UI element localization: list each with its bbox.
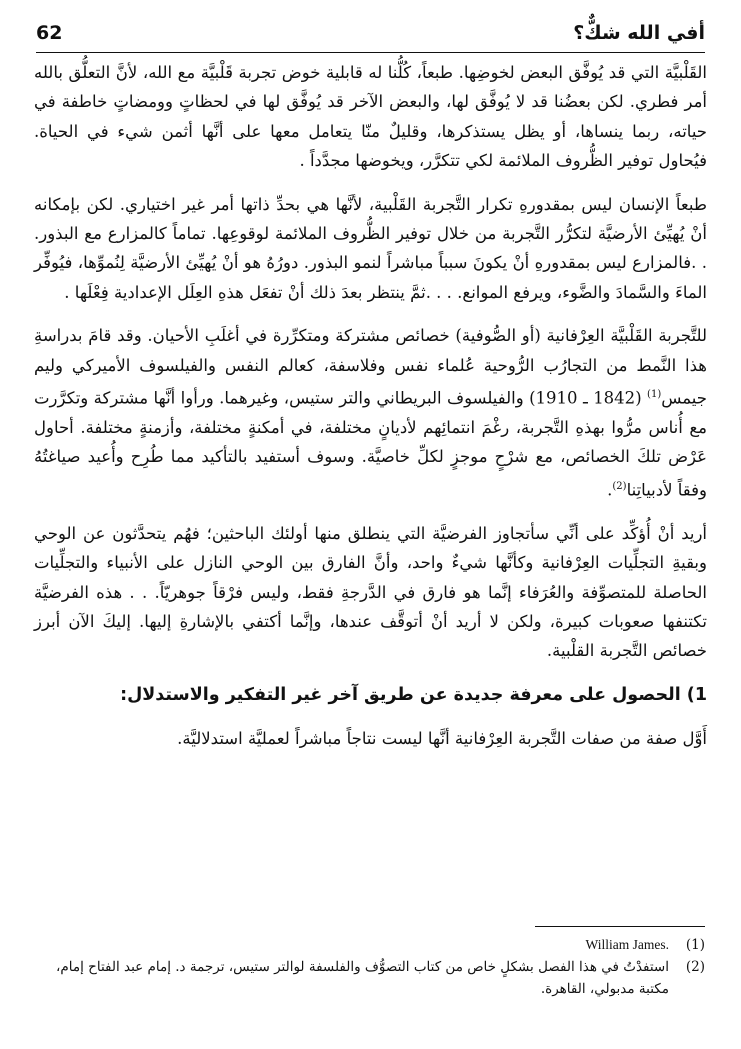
paragraph-3-part-a: للتَّجربة القَلْبيَّة العِرْفانية (أو الصُّوفية) خصائص مشتركة ومتكرِّرة في أغلَبِ الأحيان. وقد قامَ بدراسةِ هذا النَّمط من التجارُب الرُّوحية عُلماء نفس وفلاسفة، كعالم النفس والفيلسوف الأميركي وليم جيمس xyxy=(34,326,707,408)
paragraph-3-part-b: (1842 ـ 1910) والفيلسوف البريطاني والتر ستيس، وغيرهما. ورأوا أنَّها مشتركة وتكرَّرت مع أُناس مرُّوا بهذهِ التَّجربة، رغْمَ انتمائِهم لأديانٍ مختلفة، في أمكنةٍ مختلفة، وأزمنةٍ مختلفة. أحاول عَرْض تلكَ الخصائص، مع شرْحٍ موجزٍ لكلِّ خاصيَّة. وسوف أستفيد بالتأكيد مما طُرِح وأُعيد صياغتُهُ وفقاً لأدبياتِنا xyxy=(34,388,707,500)
closing-paragraph: أَوَّل صفة من صفات التَّجربة العِرْفانية أنَّها ليست نتاجاً مباشراً لعمليَّة استدلاليَّة. xyxy=(177,728,707,748)
footnote-1-text: William James. xyxy=(585,937,669,952)
page-number: 62 xyxy=(36,22,63,44)
paragraph-2: طبعاً الإنسان ليس بمقدورهِ تكرار التَّجربة القَلْبية، لأنَّها هي بحدِّ ذاتها أمر غير اختياري. لكن بإمكانه أنْ يُهيِّئ الأرضيَّة لتكرُّر التَّجربة من خلال توفير الظُّروف الملائمة لوقوعِها. تماماً كالمزارع مع البذور. . .فالمزارع ليس بمقدورهِ أنْ يكونَ سبباً مباشراً لنمو البذور. دورُهُ هو أنْ يُهيِّئ الأرضيَّة لِنُموِّها، فيُوفِّر الماءَ والسَّمادَ والضَّوء، ويرفع الموانع. . . .ثمَّ ينتظر بعدَ ذلك أنْ تفعَل هذهِ العِلَل الإعدادية فِعْلَها . xyxy=(34,194,707,302)
running-title: أفي الله شكٌّ؟ xyxy=(573,22,705,44)
footnote-2-text: استفدْتُ في هذا الفصل بشكلٍ خاص من كتاب التصوُّف والفلسفة لوالتر ستيس، ترجمة د. إمام عبد الفتاح إمام، مكتبة مدبولي، القاهرة. xyxy=(56,959,669,997)
footnotes xyxy=(34,934,705,1000)
header-divider xyxy=(36,52,705,53)
footnote-ref-2[interactable]: (2) xyxy=(612,480,627,492)
footnote-2-number: (2) xyxy=(685,959,705,975)
page-header xyxy=(36,18,705,48)
paragraph-1: القَلْبيَّة التي قد يُوفَّق البعض لخوضِها. طبعاً، كُلُّنا له قابلية خوض تجربة قَلْبيَّة مع الله، لأنَّ التعلُّق بالله أمر فطري. لكن بعضُنا قد لا يُوفَّق لها، والبعض الآخر قد يُوفَّق لها في لحظاتٍ وومضاتٍ خاطفة في حياته، ربما ينساها، أو يظل يستذكرها، وقليلٌ منّا يتعامل معها على أنَّها أثمن شيء في الحياة. فيُحاول توفير الظُّروف الملائمة لكي تتكرَّر، ويخوضها مجدَّداً . xyxy=(34,63,707,171)
footnote-ref-1[interactable]: (1) xyxy=(647,389,662,401)
footnote-2 xyxy=(34,956,705,1000)
footnote-divider xyxy=(535,926,705,927)
main-text xyxy=(34,58,707,767)
paragraph-3: للتَّجربة القَلْبيَّة العِرْفانية (أو الصُّوفية) خصائص مشتركة ومتكرِّرة في أغلَبِ الأحيان. وقد قامَ بدراسةِ هذا النَّمط من التجارُب الرُّوحية عُلماء نفس وفلاسفة، كعالم النفس والفيلسوف الأميركي وليم جيمس$^{(1)}$ (1842 ـ 1910) والفيلسوف البريطاني والتر ستيس، وغيرهما. ورأوا أنَّها مشتركة وتكرَّرت مع أُناس مرُّوا بهذهِ التَّجربة، رغْمَ انتمائِهم لأديانٍ مختلفة، في أمكنةٍ مختلفة، وأزمنةٍ مختلفة. أحاول عَرْض تلكَ الخصائص، مع شرْحٍ موجزٍ لكلِّ خاصيَّة. وسوف أستفيد بالتأكيد مما طُرِح وأُعيد صياغتُهُ وفقاً لأدبياتِنا$^{(2)}$. xyxy=(34,326,707,500)
section-heading: 1) الحصول على معرفة جديدة عن طريق آخر غير التفكير والاستدلال: xyxy=(120,684,707,705)
paragraph-4: أريد أنْ أُؤكِّد على أنِّي سأتجاوز الفرضيَّة التي ينطلق منها أولئك الباحثين؛ فهُم يتحدَّثون عن الوحي وبقيةِ التجلِّيات العِرْفانية وكأنَّها شيءٌ واحد، وأنَّ الفارق بين الوحي النازل على الأنبياء والتجلِّيات الحاصلة للمتصوِّفة والعُرَفاء إنَّما هو فارق في الدَّرجةِ فقط، وليس فرْقاً جوهريّاً. . . هذه الفرضيَّة تكتنفها صعوبات كبيرة، ولكن لا أريد أنْ أتوقَّف عندها، وإنَّما أكتفي بالإشارةِ إليها. إليكَ الآن أبرز خصائص التَّجربة القلْبية. xyxy=(34,523,707,661)
footnote-1-number: (1) xyxy=(685,937,705,953)
footnote-1 xyxy=(34,934,705,956)
